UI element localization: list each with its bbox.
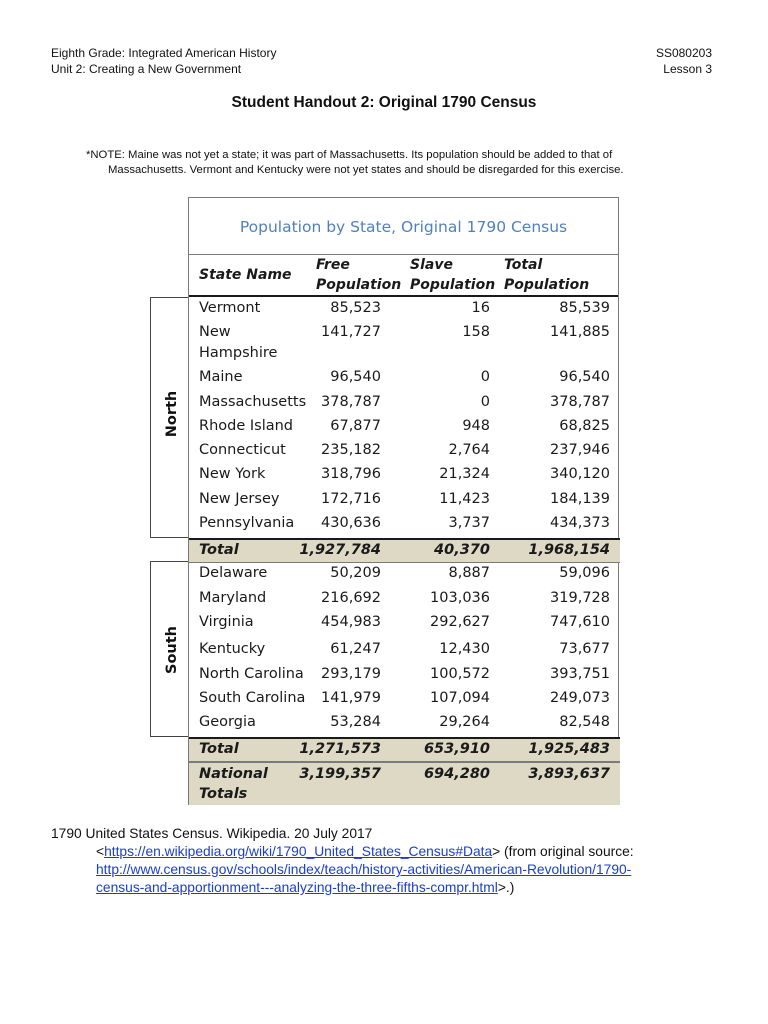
- north-total-row: Total 1,927,784 40,370 1,968,154: [189, 538, 620, 563]
- note-line-1: *NOTE: Maine was not yet a state; it was part of Massachusetts. Its population should be added to that of: [86, 149, 613, 161]
- col-free-population: Free Population: [316, 257, 402, 293]
- table-row: South Carolina 141,979 107,094 249,073: [199, 690, 610, 706]
- course-title: Eighth Grade: Integrated American History: [51, 46, 277, 60]
- table-row: Pennsylvania 430,636 3,737 434,373: [199, 515, 610, 531]
- unit-title: Unit 2: Creating a New Government: [51, 62, 242, 76]
- table-row: Vermont 85,523 16 85,539: [199, 300, 610, 316]
- census-link-continued[interactable]: census-and-apportionment---analyzing-the-three-fifths-compr.html: [96, 880, 498, 895]
- table-row: Massachusetts 378,787 0 378,787: [199, 394, 610, 410]
- census-link[interactable]: http://www.census.gov/schools/index/teach/history-activities/American-Revolution/1790-: [96, 862, 632, 877]
- census-table: [188, 197, 619, 805]
- lesson-number: Lesson 3: [663, 62, 712, 76]
- citation-line-2: <https://en.wikipedia.org/wiki/1790_United_States_Census#Data> (from original source:: [96, 844, 634, 859]
- national-total-row: National Totals 3,199,357 694,280 3,893,637: [189, 762, 620, 805]
- table-row: Connecticut 235,182 2,764 237,946: [199, 442, 610, 458]
- citation-source: 1790 United States Census. Wikipedia. 20 July 2017: [51, 826, 373, 841]
- col-slave-population: Slave Population: [410, 257, 496, 293]
- col-state-name: State Name: [199, 267, 292, 283]
- table-row: Maine 96,540 0 96,540: [199, 369, 610, 385]
- table-title: Population by State, Original 1790 Census: [189, 198, 618, 255]
- col-total-population: Total Population: [504, 257, 590, 293]
- citation-line-3: [51, 861, 634, 879]
- table-row: Maryland 216,692 103,036 319,728: [199, 590, 610, 606]
- note-line-2: Massachusetts. Vermont and Kentucky were not yet states and should be disregarded for this exercise.: [108, 163, 624, 176]
- table-row: Virginia 454,983 292,627 747,610: [199, 614, 610, 630]
- table-row: North Carolina 293,179 100,572 393,751: [199, 666, 610, 682]
- citation: [51, 825, 634, 897]
- note: [86, 148, 706, 177]
- course-code: SS080203: [655, 46, 712, 60]
- header-divider: [189, 295, 618, 297]
- table-row: Kentucky 61,247 12,430 73,677: [199, 641, 610, 657]
- south-total-row: Total 1,271,573 653,910 1,925,483: [189, 737, 620, 762]
- table-row: New York 318,796 21,324 340,120: [199, 466, 610, 482]
- citation-line-4: census-and-apportionment---analyzing-the-three-fifths-compr.html>.): [96, 880, 515, 895]
- table-row: Rhode Island 67,877 948 68,825: [199, 418, 610, 434]
- south-label: South: [164, 626, 180, 674]
- page-title: Student Handout 2: Original 1790 Census: [231, 94, 537, 111]
- wikipedia-link[interactable]: https://en.wikipedia.org/wiki/1790_United_States_Census#Data: [104, 844, 493, 859]
- header-right: [656, 45, 712, 77]
- table-row: New Jersey 172,716 11,423 184,139: [199, 491, 610, 507]
- north-label: North: [164, 390, 180, 438]
- table-row: Georgia 53,284 29,264 82,548: [199, 714, 610, 730]
- header-left: [51, 45, 276, 77]
- table-row: Delaware 50,209 8,887 59,096: [199, 565, 610, 581]
- table-row: New Hampshire 141,727 158 141,885: [199, 324, 610, 361]
